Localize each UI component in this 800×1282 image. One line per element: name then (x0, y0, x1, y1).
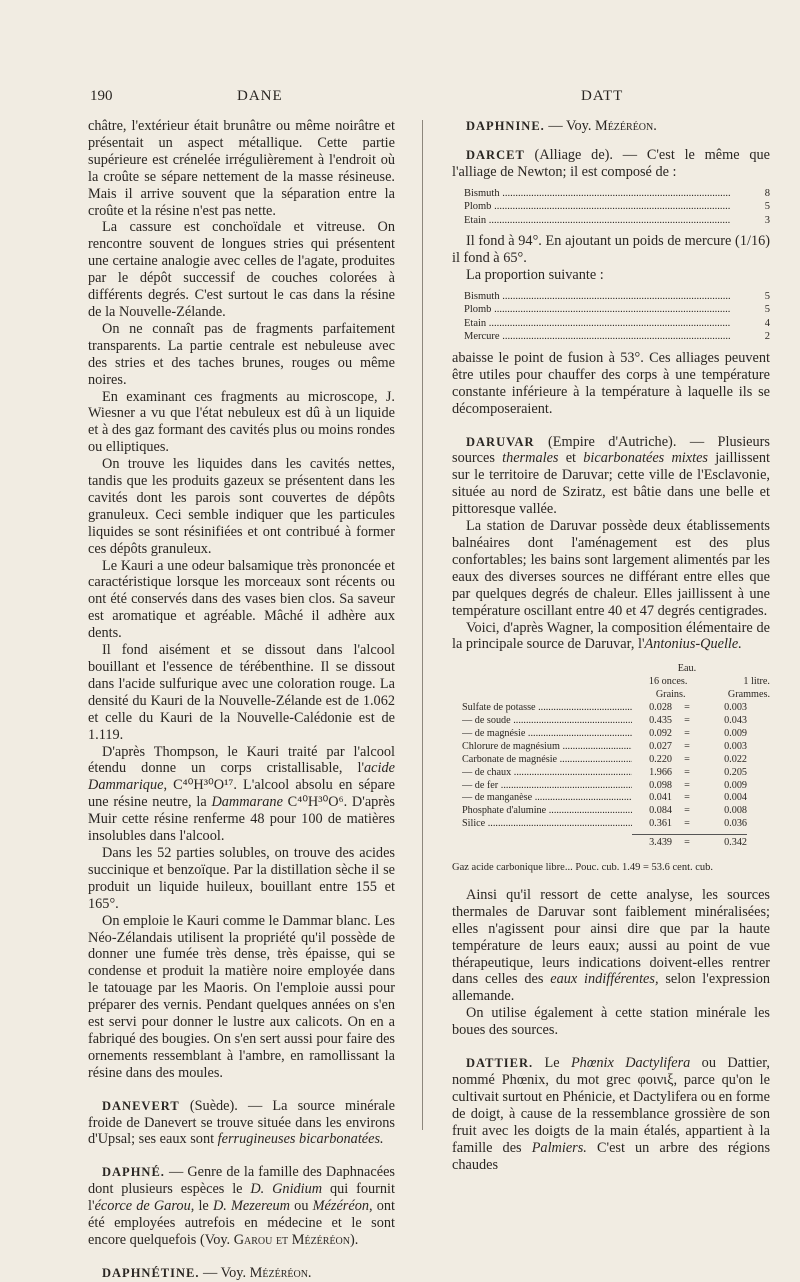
table-row (462, 780, 770, 793)
small-caps-text: Mézéréon. (594, 118, 657, 134)
list-item (464, 303, 770, 317)
italic-text: Antonius-Quelle. (644, 636, 742, 653)
compound-name: Sulfate de potasse ..... (462, 702, 632, 715)
entry-dattier (452, 1055, 770, 1173)
metal-parts: 5 (764, 290, 770, 302)
equals-sign: = (684, 805, 690, 817)
value-grams: 0.003 (724, 740, 747, 752)
italic-text: acide Dammarique (88, 760, 395, 794)
entry-daphnetine (88, 1265, 395, 1282)
list-item (464, 317, 770, 331)
text: et (558, 450, 584, 467)
paragraph: Il fond à 94°. En ajoutant un poids de mercure (1/16) il fond à 65°. (452, 233, 770, 267)
small-caps-text: Mézéréon. (249, 1264, 312, 1281)
text: — Voy. (544, 118, 595, 134)
metal-name: Etain ..... (464, 214, 730, 228)
value-grams: 0.008 (724, 805, 747, 817)
entry-heading: DANEVERT (102, 1098, 180, 1113)
right-column (452, 118, 770, 1173)
paragraph (452, 887, 770, 1005)
header-right-title: DATT (581, 88, 624, 104)
entry-danevert (88, 1098, 395, 1149)
entry-daruvar (452, 434, 770, 519)
entry-darcet (452, 147, 770, 181)
column-header: 16 onces. (648, 676, 688, 688)
entry-heading: DAPHNINE. (466, 119, 545, 133)
italic-text: thermales (502, 450, 559, 467)
text: selon l'expression allemande. (452, 971, 770, 1005)
text: — Voy. (199, 1264, 250, 1281)
value-grains: 0.098 (649, 779, 672, 791)
metal-parts: 3 (764, 214, 770, 226)
compound-name: — de fer ..... (462, 780, 632, 793)
table-total-row (632, 834, 747, 850)
entry-daphnine (452, 118, 770, 135)
table-units (462, 689, 770, 702)
entry-heading: DARCET (466, 147, 525, 162)
text: (Suède). — La source minérale froide de Danevert se trouve située dans les environs d'Upsal; ses eaux sont (88, 1097, 395, 1148)
paragraph: On utilise également à cette station minérale les boues des sources. (452, 1005, 770, 1039)
value-grains: 0.435 (649, 714, 672, 726)
equals-sign: = (684, 702, 690, 714)
text: Le (533, 1055, 571, 1072)
metal-name: Etain ..... (464, 317, 730, 331)
value-grams: 0.004 (724, 792, 747, 804)
compound-name: — de chaux ..... (462, 767, 632, 780)
metal-parts: 8 (764, 187, 770, 199)
italic-text: D. Gnidium (250, 1181, 323, 1198)
paragraph: abaisse le point de fusion à 53°. Ces alliages peuvent être utiles pour chauffer des corps à une température constante inférieure à la température à laquelle ils se décomposeraient. (452, 349, 770, 417)
list-item (464, 214, 770, 228)
value-grains: 0.084 (649, 805, 672, 817)
value-grams: 0.009 (724, 779, 747, 791)
text: , ont été employées autrefois en médecine et le sont encore quelquefois (Voy. (88, 1198, 395, 1248)
value-grains: 0.027 (649, 740, 672, 752)
entry-daphne (88, 1164, 395, 1249)
paragraph: On ne connaît pas de fragments parfaitement transparents. La partie centrale est nebuleuse avec des stries et des taches brunes, rouges ou même noires. (88, 320, 395, 388)
column-unit: Grains. (655, 689, 686, 701)
compound-name: Carbonate de magnésie ..... (462, 754, 632, 767)
paragraph: En examinant ces fragments au microscope, J. Wiesner a vu que l'état nebuleux est dû à un liquide et à des gaz formant des cavités plus ou moins rondes ou elliptiques. (88, 388, 395, 456)
text: jaillissent sur le territoire de Daruvar; cette ville de l'Esclavonie, située au nord de Sziratz, est bâtie dans une belle et pittoresque vallée. (452, 450, 770, 518)
page-number: 190 (90, 88, 113, 104)
entry-heading: DARUVAR (466, 434, 535, 449)
text: qui fournit l' (88, 1181, 395, 1215)
table-row (462, 805, 770, 818)
table-row (462, 818, 770, 831)
text: — Genre de la famille des Daphnacées dont plusieurs espèces le (88, 1164, 395, 1198)
paragraph: châtre, l'extérieur était brunâtre ou même noirâtre et présentait un aspect métallique. Cette partie supérieure est crénelée irrégulièrement à l'endroit où la croûte se sépare nettement de la masse résineuse. Mais il arrive souvent que la séparation entre la croûte et la résine n'est pas nette. (88, 118, 395, 219)
compound-name: — de manganèse ..... (462, 792, 632, 805)
equals-sign: = (684, 753, 690, 765)
equals-sign: = (684, 837, 690, 849)
text: ou Dattier, nommé Phœnix, du mot grec φοινιξ, parce qu'on le cultivait surtout en Phénicie, et Dactylifera ou en forme de doigt, à cause de la ressemblance grossière de son fruit avec les doigts de la main étalés, appartient à la famille des (452, 1055, 771, 1156)
text: Voici, d'après Wagner, la composition élémentaire de la principale source de Daruvar, l' (452, 619, 770, 653)
total-grains: 3.439 (649, 837, 672, 849)
italic-text: écorce de Garou (94, 1198, 191, 1215)
value-grams: 0.022 (724, 753, 747, 765)
value-grains: 0.028 (649, 702, 672, 714)
total-grams: 0.342 (724, 837, 747, 849)
paragraph (452, 620, 770, 654)
paragraph: Le Kauri a une odeur balsamique très prononcée et caractéristique lorsque les morceaux sont récents ou ont été conservés dans des vases bien clos. Sa saveur est aromatique et agréable. Mâché il adhère aux dents. (88, 557, 395, 642)
value-grams: 0.009 (724, 727, 747, 739)
equals-sign: = (684, 740, 690, 752)
table-row (462, 728, 770, 741)
equals-sign: = (684, 714, 690, 726)
compound-name: Phosphate d'alumine ..... (462, 805, 632, 818)
entry-heading: DATTIER. (466, 1056, 534, 1071)
value-grains: 0.092 (649, 727, 672, 739)
italic-text: bicarbonatées mixtes (583, 450, 708, 467)
table-row (462, 715, 770, 728)
equals-sign: = (684, 792, 690, 804)
text: Ainsi qu'il ressort de cette analyse, les sources thermales de Daruvar sont faiblement minéralisées; elles n'agissent pour ainsi dire que par la haute température de leurs eaux; aussi au point de vue thérapeutique, leurs indications doivent-elles rentrer dans celles des (452, 886, 770, 988)
table-row (462, 741, 770, 754)
compound-name: — de magnésie ..... (462, 728, 632, 741)
value-grains: 0.361 (649, 818, 672, 830)
paragraph: Dans les 52 parties solubles, on trouve des acides succinique et benzoïque. Par la distillation sèche il se produit un liquide huileux, bouillant entre 155 et 165°. (88, 844, 395, 912)
value-grams: 0.043 (724, 714, 747, 726)
value-grams: 0.205 (724, 766, 747, 778)
paragraph: On emploie le Kauri comme le Dammar blanc. Les Néo-Zélandais utilisent la propriété qu'il possède de donner une fumée très dense, très épaisse, qui se condense et produit la matière noire employée dans le tatouage par les Maoris. On l'emploie aussi pour préparer des vernis. Pendant quelques années on s'en est servi pour donner le lustre aux calicots. On en a fabriqué des bougies. On s'en sert aussi pour faire des ornements ressemblant à l'ambre, en ramollissant la résine dans des moules. (88, 912, 395, 1081)
text: C'est un arbre des régions chaudes (452, 1139, 771, 1173)
italic-text: D. Mezereum (212, 1198, 291, 1215)
metal-name: Bismuth ..... (464, 290, 730, 304)
paragraph (88, 744, 395, 845)
entry-heading: DAPHNÉ. (102, 1165, 165, 1180)
italic-text: eaux indifférentes, (550, 971, 659, 988)
left-column (88, 118, 395, 1282)
column-unit: Grammes. (727, 689, 770, 701)
alloy-list-2 (464, 290, 770, 344)
metal-name: Plomb ..... (464, 200, 730, 214)
paragraph: La cassure est conchoïdale et vitreuse. On rencontre souvent de longues stries qui présentent une certaine analogie avec celles de l'agate, produites par le dépôt successif de couches colorées à différents degrés. C'est surtout le cas dans la résine de la Nouvelle-Zélande. (88, 219, 395, 320)
metal-name: Mercure ..... (464, 330, 730, 344)
text: ou (290, 1198, 313, 1215)
column-divider (422, 120, 423, 1130)
equals-sign: = (684, 727, 690, 739)
water-analysis-table (462, 663, 770, 850)
entry-heading: DAPHNÉTINE. (102, 1265, 200, 1280)
metal-parts: 5 (764, 201, 770, 213)
alloy-list-1 (464, 187, 770, 228)
table-caption: Eau. (677, 663, 697, 675)
header-left-title: DANE (237, 88, 283, 104)
metal-parts: 4 (764, 317, 770, 329)
value-grains: 0.041 (649, 792, 672, 804)
compound-name: Chlorure de magnésium ..... (462, 741, 632, 754)
value-grains: 1.966 (649, 766, 672, 778)
list-item (464, 290, 770, 304)
italic-text: Palmiers. (531, 1139, 587, 1156)
paragraph: On trouve les liquides dans les cavités nettes, tandis que les produits gazeux se présentent dans les cavités dont les parois sont couvertes de dépôts granuleux. Ceci semble indiquer que les particules liquides se sont résinifiées et ont contribué à former ces dépôts granuleux. (88, 456, 395, 557)
metal-name: Plomb ..... (464, 303, 730, 317)
italic-text: ferrugineuses bicarbonatées. (217, 1131, 384, 1148)
italic-text: Mézéréon (312, 1198, 369, 1215)
text: C⁴⁰H³⁰O⁶. D'après Muir cette résine renferme 48 pour 100 de matières insolubles dans l'alcool. (88, 794, 395, 845)
text: D'après Thompson, le Kauri traité par l'alcool étendu donne un corps cristallisable, l' (88, 743, 395, 777)
value-grams: 0.036 (724, 818, 747, 830)
list-item (464, 187, 770, 201)
text: , C⁴⁰H³⁰O¹⁷. L'alcool absolu en sépare une résine neutre, la (88, 777, 395, 811)
text: ). (350, 1232, 359, 1248)
column-header: 1 litre. (743, 676, 770, 688)
running-header (0, 88, 800, 110)
value-grains: 0.220 (649, 753, 672, 765)
equals-sign: = (684, 779, 690, 791)
text: (Alliage de). — C'est le même que l'alliage de Newton; il est composé de : (452, 146, 770, 180)
gas-note: Gaz acide carbonique libre... Pouc. cub. 1.49 = 53.6 cent. cub. (452, 862, 714, 874)
small-caps-text: Garou et Mézéréon (233, 1232, 351, 1248)
compound-name: — de soude ..... (462, 715, 632, 728)
italic-text: Dammarane (211, 794, 283, 811)
metal-parts: 5 (764, 304, 770, 316)
paragraph: Il fond aisément et se dissout dans l'alcool bouillant et l'essence de térébenthine. Il se dissout dans l'acide sulfurique avec une coloration rouge. La densité du Kauri de la Nouvelle-Zélande est de 1.062 et celle du Kauri de la Nouvelle-Calédonie est de 1.119. (88, 642, 395, 743)
metal-name: Bismuth ..... (464, 187, 730, 201)
list-item (464, 200, 770, 214)
italic-text: Phœnix Dactylifera (570, 1055, 691, 1072)
list-item (464, 330, 770, 344)
text: , le (190, 1198, 213, 1215)
paragraph: La station de Daruvar possède deux établissements balnéaires dont l'aménagement est des plus confortables; les bains sont largement alimentés par les eaux des diverses sources ne différant entre elles que par quelques degrés de chaleur. Elles jaillissent à une température oscillant entre 40 et 47 degrés centigrades. (452, 518, 770, 619)
table-row (462, 767, 770, 780)
table-row (462, 702, 770, 715)
paragraph: La proportion suivante : (466, 267, 604, 284)
table-row (462, 792, 770, 805)
compound-name: Silice ..... (462, 818, 632, 831)
equals-sign: = (684, 766, 690, 778)
text: (Empire d'Autriche). — Plusieurs sources (452, 433, 770, 467)
table-row (462, 754, 770, 767)
value-grams: 0.003 (724, 702, 747, 714)
equals-sign: = (684, 818, 690, 830)
metal-parts: 2 (764, 331, 770, 343)
table-header (462, 676, 770, 689)
